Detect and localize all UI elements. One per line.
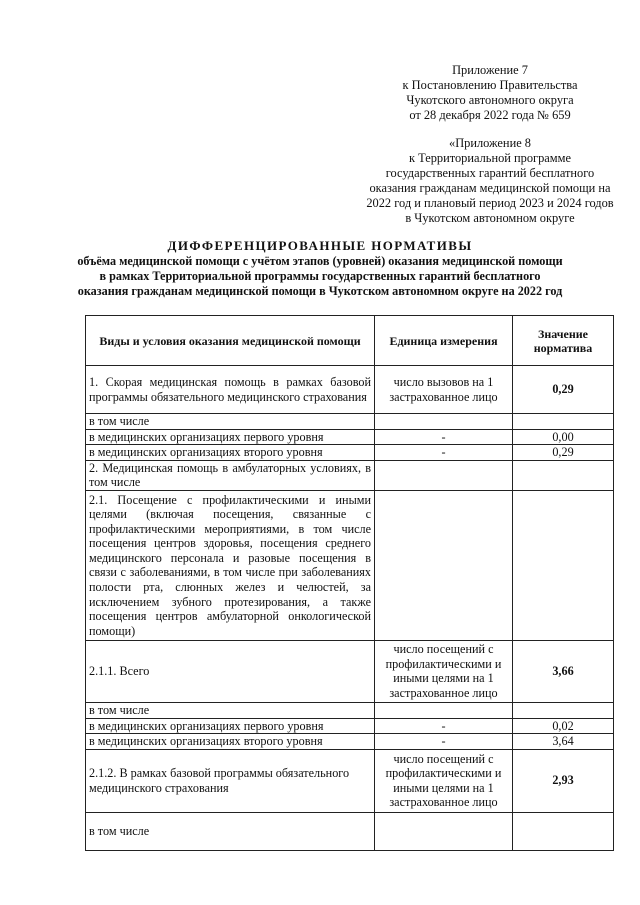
row-unit — [375, 460, 513, 490]
appendix-7-line: от 28 декабря 2022 года № 659 — [409, 108, 571, 123]
row-unit: - — [375, 734, 513, 750]
row-value: 0,29 — [513, 366, 614, 414]
row-value: 0,02 — [513, 718, 614, 734]
row-unit — [375, 812, 513, 850]
table-row — [86, 734, 614, 750]
row-unit: - — [375, 445, 513, 461]
row-value — [513, 702, 614, 718]
row-value: 2,93 — [513, 749, 614, 812]
row-value — [513, 812, 614, 850]
table-row — [86, 640, 614, 702]
row-value: 3,64 — [513, 734, 614, 750]
subtitle-line: в рамках Территориальной программы государственных гарантий бесплатного — [99, 269, 541, 284]
table-row — [86, 460, 614, 490]
table-row — [86, 702, 614, 718]
appendix-7-header — [330, 63, 640, 123]
appendix-7-line: к Постановлению Правительства — [402, 78, 578, 93]
row-unit: число посещений с профилактическими и иными целями на 1 застрахованное лицо — [375, 640, 513, 702]
row-label: в медицинских организациях первого уровня — [86, 429, 375, 445]
appendix-8-line: в Чукотском автономном округе — [405, 211, 575, 226]
table-row — [86, 812, 614, 850]
row-label: в медицинских организациях второго уровня — [86, 445, 375, 461]
row-unit — [375, 490, 513, 640]
row-label: в том числе — [86, 702, 375, 718]
document-title: ДИФФЕРЕНЦИРОВАННЫЕ НОРМАТИВЫ — [167, 238, 473, 253]
row-label: 1. Скорая медицинская помощь в рамках базовой программы обязательного медицинского страхования — [86, 366, 375, 414]
table-row — [86, 490, 614, 640]
appendix-8-header — [330, 136, 640, 227]
row-value — [513, 490, 614, 640]
row-unit — [375, 702, 513, 718]
row-label: 2.1. Посещение с профилактическими и иными целями (включая посещения, связанные с профилактическими мероприятиями, в том числе посещения центров здоровья, посещения среднего медицинского персонала и разовые посещения в связи с заболеваниями, в том числе при заболеваниях полости рта, слюнных желез и челюстей, за исключением зубного протезирования, а также посещения центров амбулаторной онкологической помощи) — [86, 490, 375, 640]
header-unit: Единица измерения — [375, 316, 513, 366]
row-label: в медицинских организациях первого уровня — [86, 718, 375, 734]
document-subtitle — [0, 254, 640, 300]
row-label: 2.1.2. В рамках базовой программы обязательного медицинского страхования — [86, 749, 375, 812]
row-value — [513, 414, 614, 430]
row-unit: число посещений с профилактическими и иными целями на 1 застрахованное лицо — [375, 749, 513, 812]
appendix-8-line: к Территориальной программе — [409, 151, 571, 166]
table-row — [86, 445, 614, 461]
row-value — [513, 460, 614, 490]
table-row — [86, 429, 614, 445]
row-unit: число вызовов на 1 застрахованное лицо — [375, 366, 513, 414]
row-label: 2. Медицинская помощь в амбулаторных условиях, в том числе — [86, 460, 375, 490]
row-value: 0,29 — [513, 445, 614, 461]
appendix-7-line: Чукотского автономного округа — [406, 93, 574, 108]
subtitle-line: оказания гражданам медицинской помощи в Чукотском автономном округе на 2022 год — [77, 284, 563, 299]
appendix-8-line: 2022 год и плановый период 2023 и 2024 годов — [366, 196, 614, 211]
row-unit: - — [375, 718, 513, 734]
appendix-8-line: государственных гарантий бесплатного — [385, 166, 595, 181]
row-label: в том числе — [86, 812, 375, 850]
row-unit — [375, 414, 513, 430]
header-type: Виды и условия оказания медицинской помощи — [86, 316, 375, 366]
row-value: 3,66 — [513, 640, 614, 702]
table-row — [86, 749, 614, 812]
row-label: в том числе — [86, 414, 375, 430]
row-label: 2.1.1. Всего — [86, 640, 375, 702]
appendix-8-line: «Приложение 8 — [449, 136, 531, 150]
row-label: в медицинских организациях второго уровня — [86, 734, 375, 750]
header-value: Значение норматива — [513, 316, 614, 366]
table-row — [86, 718, 614, 734]
appendix-8-line: оказания гражданам медицинской помощи на — [369, 181, 611, 196]
table-header-row — [86, 316, 614, 366]
row-value: 0,00 — [513, 429, 614, 445]
subtitle-line: объёма медицинской помощи с учётом этапов (уровней) оказания медицинской помощи — [77, 254, 563, 268]
appendix-7-line: Приложение 7 — [452, 63, 528, 77]
table-row — [86, 366, 614, 414]
normatives-table — [85, 315, 614, 851]
table-row — [86, 414, 614, 430]
row-unit: - — [375, 429, 513, 445]
